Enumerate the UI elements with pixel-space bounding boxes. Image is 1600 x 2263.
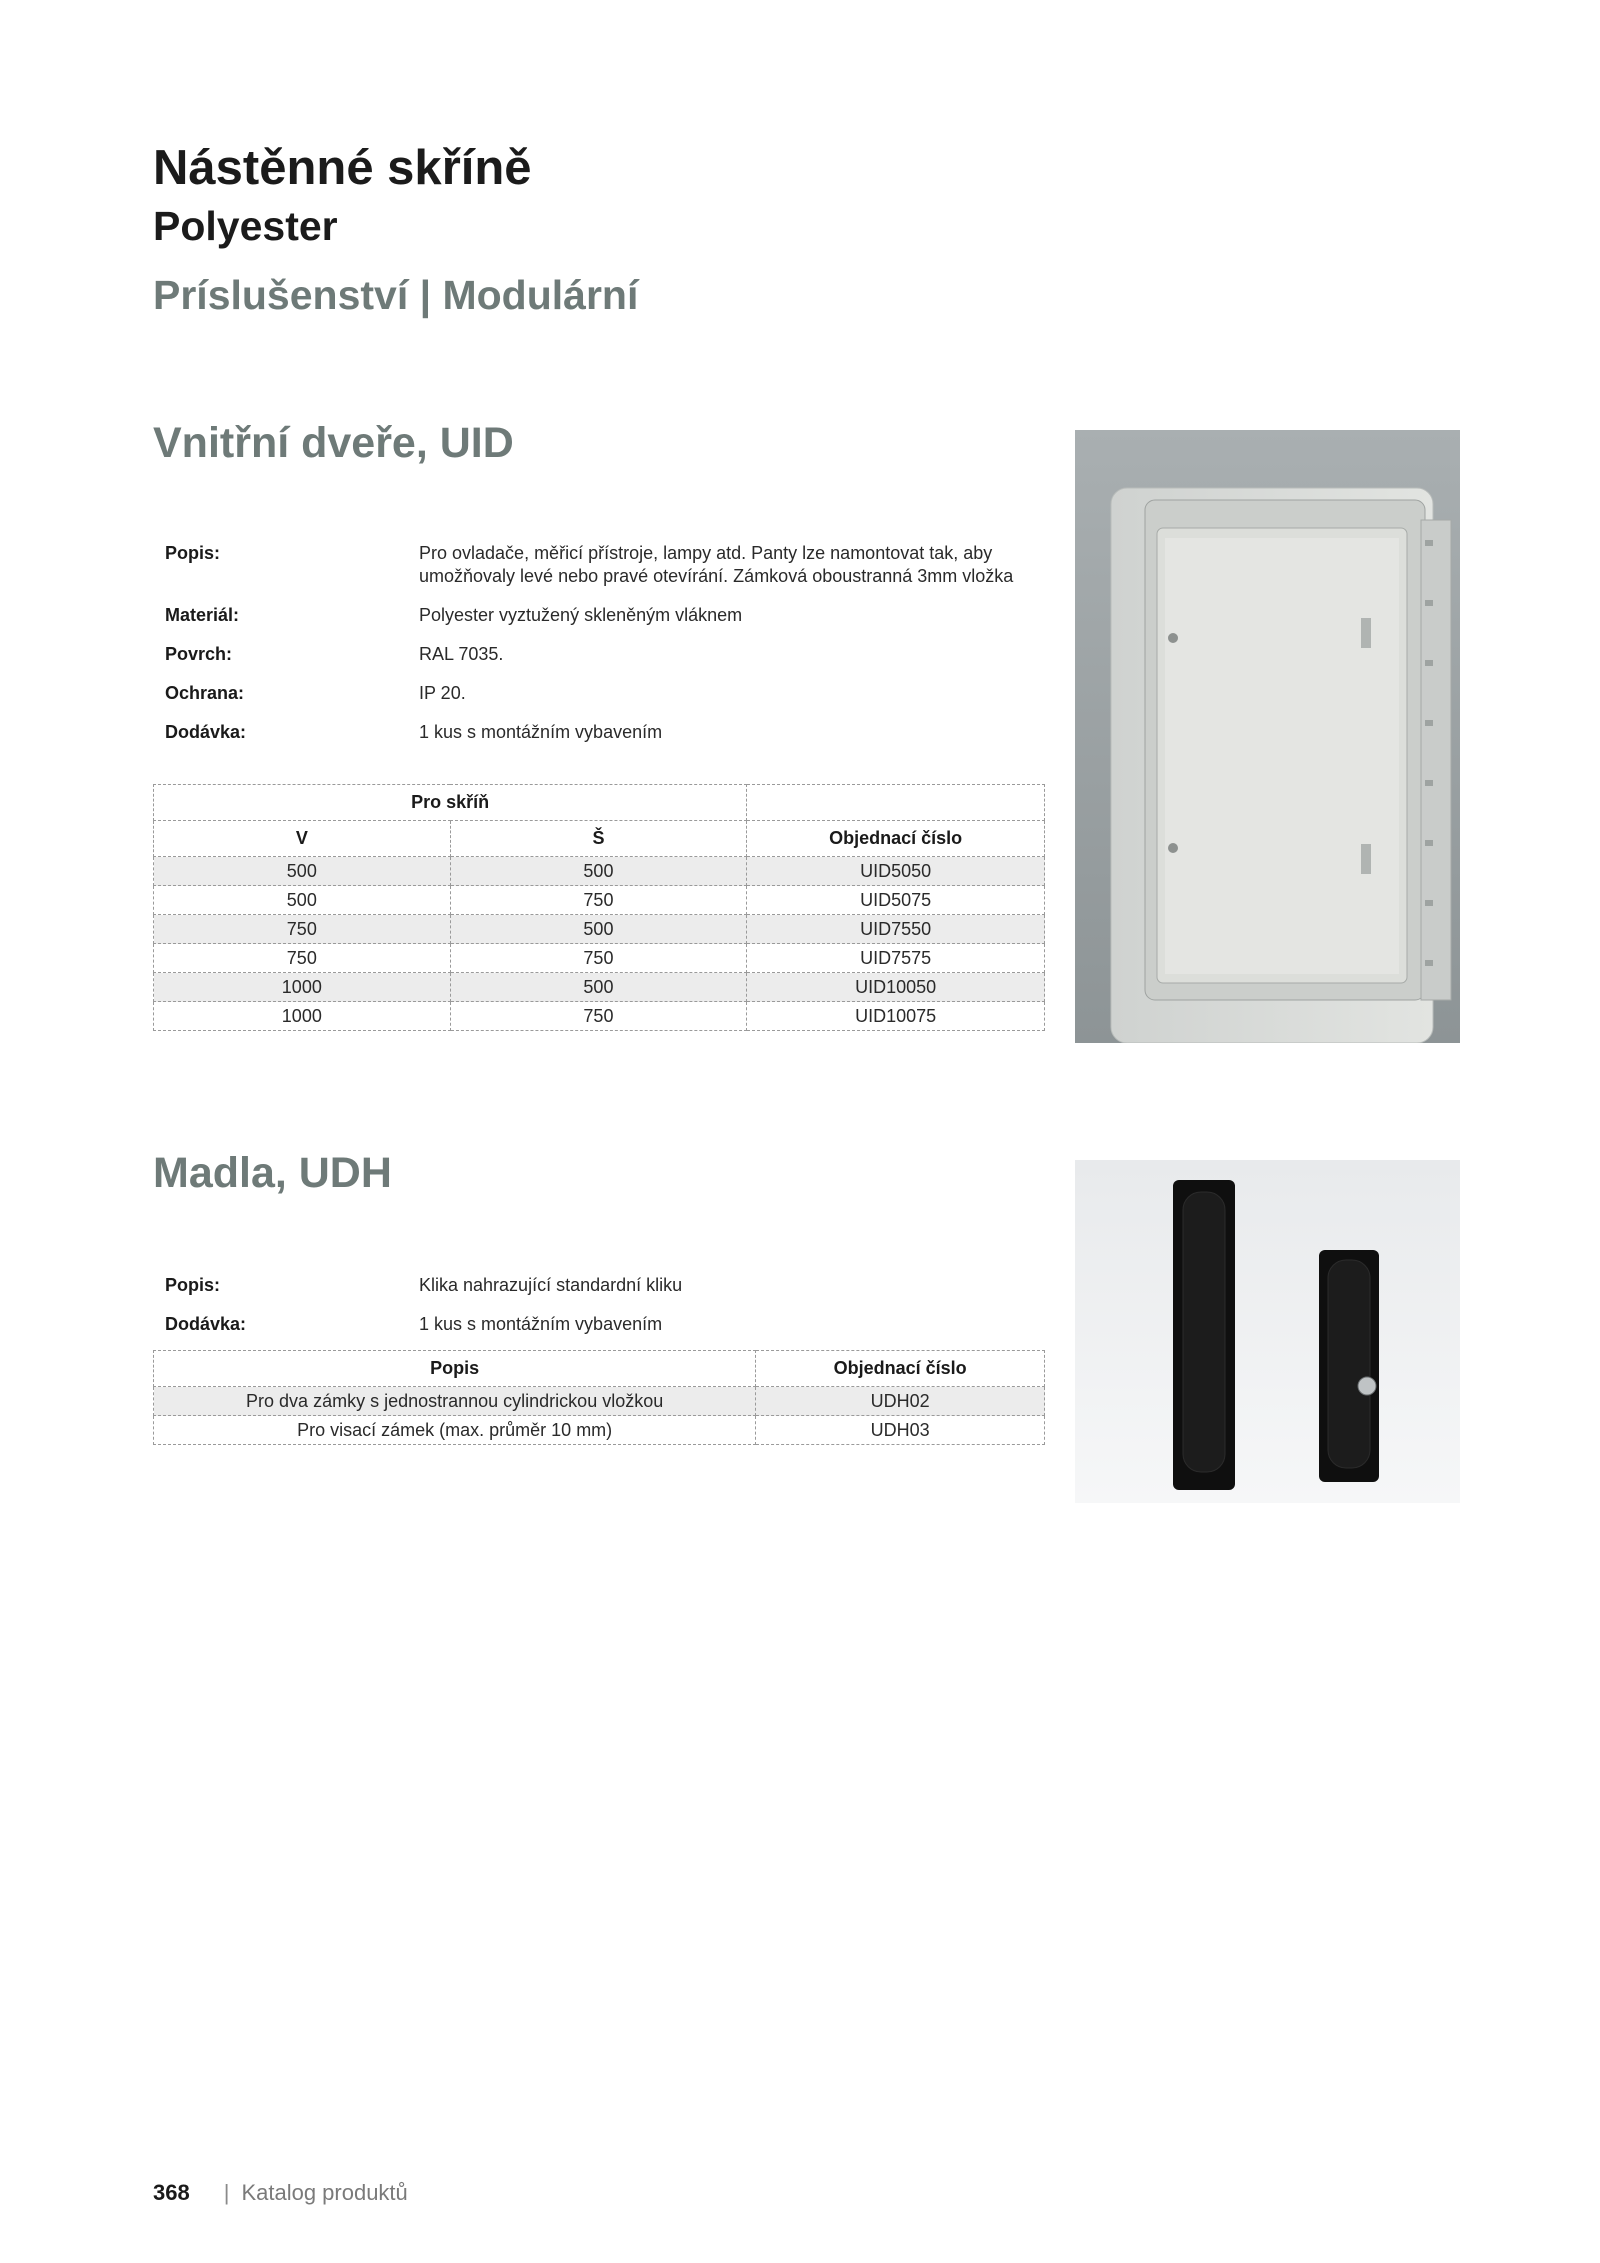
column-header: Objednací číslo bbox=[747, 821, 1045, 857]
prop-label: Ochrana: bbox=[165, 683, 245, 703]
table-row bbox=[154, 973, 1045, 1002]
prop-label: Materiál: bbox=[165, 605, 240, 625]
table-row bbox=[154, 857, 1045, 886]
uid-order-table bbox=[153, 784, 1045, 1031]
prop-value: 1 kus s montážním vybavením bbox=[419, 722, 663, 742]
udh-order-table bbox=[153, 1350, 1045, 1445]
table-cell: 500 bbox=[154, 886, 451, 915]
table-cell: 1000 bbox=[154, 1002, 451, 1031]
table-cell: 1000 bbox=[154, 973, 451, 1002]
table-row bbox=[154, 944, 1045, 973]
table-row bbox=[154, 1416, 1045, 1445]
table-cell: 500 bbox=[450, 915, 747, 944]
prop-label: Popis: bbox=[165, 1275, 221, 1295]
udh-product-image bbox=[1075, 1160, 1460, 1503]
udh-heading: Madla, UDH bbox=[153, 1149, 392, 1197]
category-heading: Príslušenství | Modulární bbox=[153, 272, 639, 318]
table-cell: 750 bbox=[154, 944, 451, 973]
column-header: Š bbox=[450, 821, 747, 857]
uid-product-image bbox=[1075, 430, 1460, 1043]
page-title: Nástěnné skříně bbox=[153, 141, 532, 195]
page-subtitle: Polyester bbox=[153, 203, 338, 249]
prop-label: Popis: bbox=[165, 543, 221, 563]
table-row bbox=[154, 915, 1045, 944]
uid-prop-surface bbox=[153, 643, 1045, 666]
uid-prop-protection bbox=[153, 682, 1045, 705]
prop-value: Polyester vyztužený skleněným vláknem bbox=[419, 605, 743, 625]
page-footer bbox=[153, 2180, 408, 2206]
table-group-header: Pro skříň bbox=[154, 785, 747, 821]
uid-prop-material bbox=[153, 604, 1045, 627]
prop-value: 1 kus s montážním vybavením bbox=[419, 1314, 663, 1334]
table-cell: UID5050 bbox=[747, 857, 1045, 886]
column-header: V bbox=[154, 821, 451, 857]
table-cell: 500 bbox=[450, 857, 747, 886]
table-cell: Pro dva zámky s jednostrannou cylindrickou vložkou bbox=[154, 1387, 756, 1416]
uid-properties bbox=[153, 542, 1045, 760]
table-cell: 500 bbox=[154, 857, 451, 886]
table-cell: UID7550 bbox=[747, 915, 1045, 944]
table-cell: UID10050 bbox=[747, 973, 1045, 1002]
footer-separator: | bbox=[223, 2180, 230, 2205]
prop-label: Dodávka: bbox=[165, 722, 247, 742]
table-cell: UID5075 bbox=[747, 886, 1045, 915]
prop-value: Klika nahrazující standardní kliku bbox=[419, 1275, 683, 1295]
udh-prop-delivery bbox=[153, 1313, 1045, 1336]
table-cell: UID10075 bbox=[747, 1002, 1045, 1031]
prop-label: Povrch: bbox=[165, 644, 233, 664]
prop-value: IP 20. bbox=[419, 683, 466, 703]
uid-prop-delivery bbox=[153, 721, 1045, 744]
table-cell: 500 bbox=[450, 973, 747, 1002]
prop-label: Dodávka: bbox=[165, 1314, 247, 1334]
table-cell: Pro visací zámek (max. průměr 10 mm) bbox=[154, 1416, 756, 1445]
table-cell: 750 bbox=[450, 944, 747, 973]
page-number: 368 bbox=[153, 2180, 190, 2205]
table-cell: 750 bbox=[450, 1002, 747, 1031]
column-header: Objednací číslo bbox=[756, 1351, 1045, 1387]
table-cell: UID7575 bbox=[747, 944, 1045, 973]
uid-heading: Vnitřní dveře, UID bbox=[153, 419, 514, 467]
table-empty-header bbox=[747, 785, 1045, 821]
prop-value: Pro ovladače, měřicí přístroje, lampy atd. Panty lze namontovat tak, aby umožňovaly levé nebo pravé otevírání. Zámková oboustranná 3mm vložka bbox=[419, 543, 1014, 586]
udh-prop-description bbox=[153, 1274, 1045, 1297]
table-cell: 750 bbox=[154, 915, 451, 944]
table-row bbox=[154, 886, 1045, 915]
column-header: Popis bbox=[154, 1351, 756, 1387]
uid-prop-description bbox=[153, 542, 1045, 588]
table-cell: UDH03 bbox=[756, 1416, 1045, 1445]
table-cell: 750 bbox=[450, 886, 747, 915]
table-row bbox=[154, 1002, 1045, 1031]
table-row bbox=[154, 1387, 1045, 1416]
prop-value: RAL 7035. bbox=[419, 644, 504, 664]
udh-properties bbox=[153, 1274, 1045, 1352]
catalog-label: Katalog produktů bbox=[241, 2180, 408, 2205]
table-cell: UDH02 bbox=[756, 1387, 1045, 1416]
